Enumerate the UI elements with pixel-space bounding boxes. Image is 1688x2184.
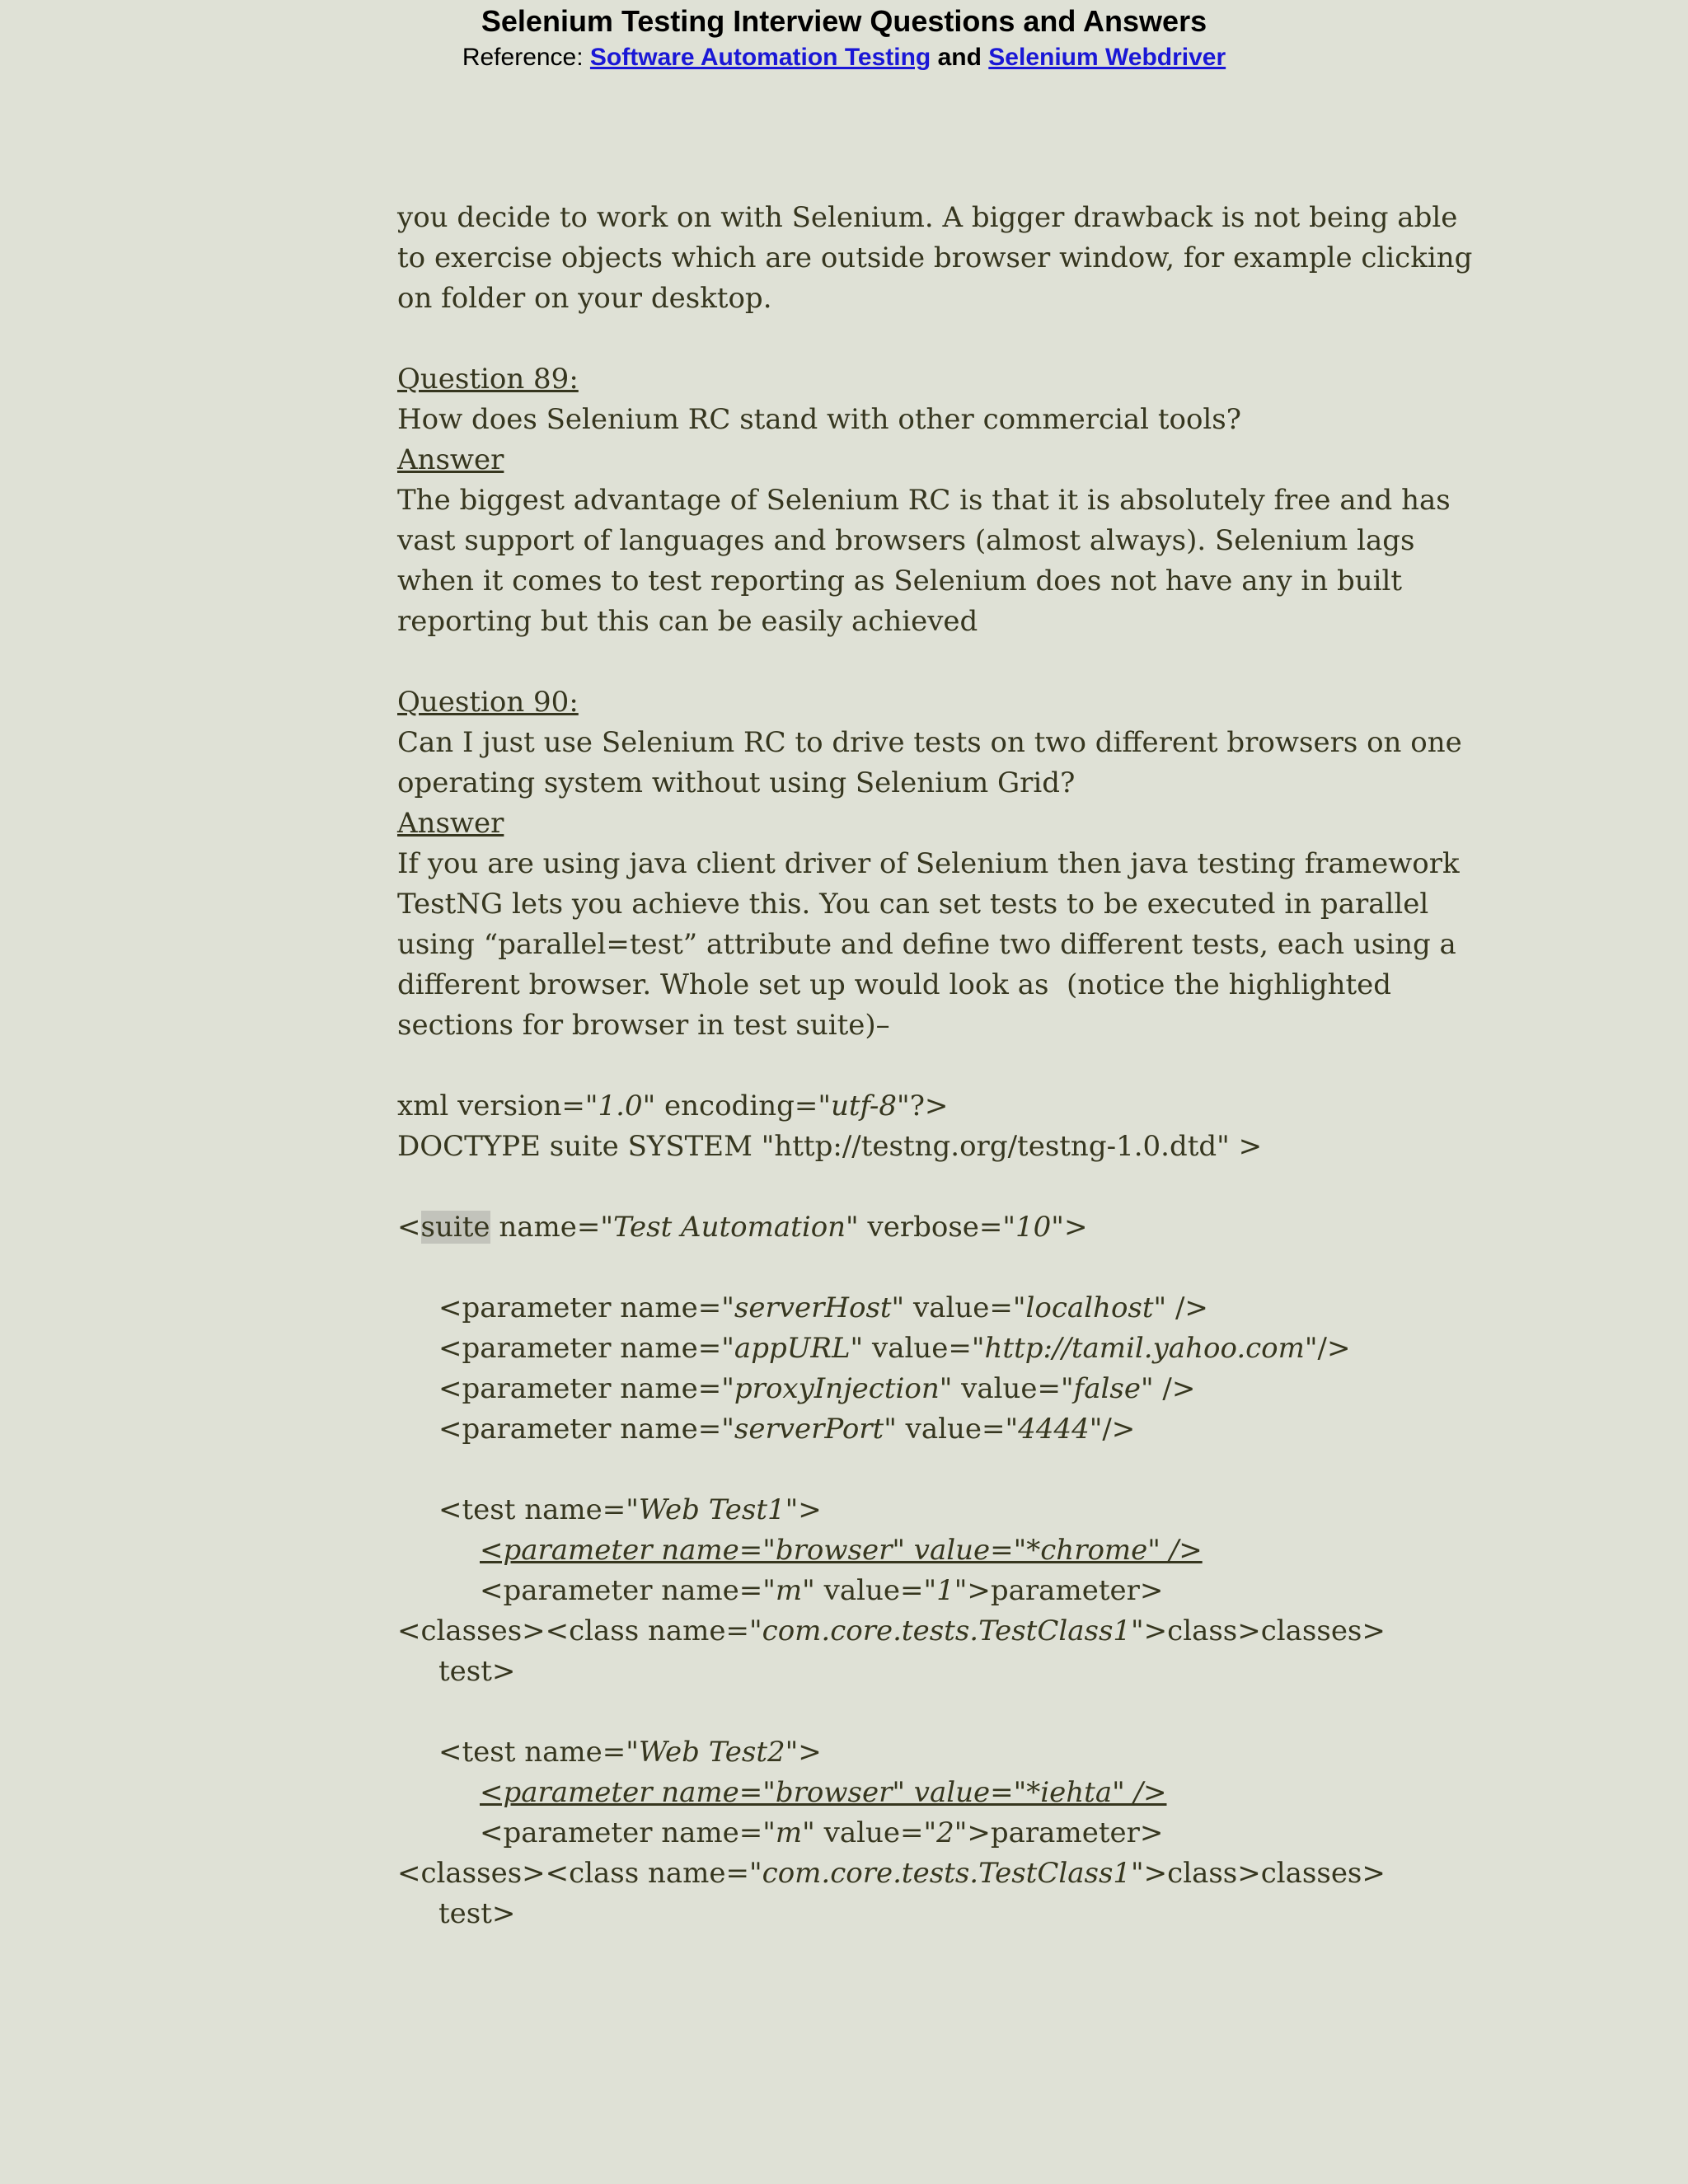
document-title: Selenium Testing Interview Questions and Answers [481, 4, 1207, 38]
answer-90-line: TestNG lets you achieve this. You can set tests to be executed in parallel [397, 888, 1429, 921]
code-doctype: DOCTYPE suite SYSTEM "http://testng.org/testng-1.0.dtd" > [397, 1130, 1263, 1163]
reference-line [0, 43, 1688, 73]
code-test-close: test> [438, 1655, 516, 1688]
code-test-open: <test name="Web Test2"> [438, 1736, 822, 1769]
intro-line: to exercise objects which are outside browser window, for example clicking [397, 241, 1473, 274]
answer-90-line: using “parallel=test” attribute and define two different tests, each using a [397, 928, 1456, 961]
answer-90-label: Answer [397, 807, 504, 840]
question-89-heading: Question 89: [397, 363, 579, 396]
code-test-open: <test name="Web Test1"> [438, 1493, 822, 1526]
answer-90-line: sections for browser in test suite)– [397, 1009, 890, 1042]
answer-89-line: vast support of languages and browsers (almost always). Selenium lags [397, 524, 1415, 557]
code-parameter: <parameter name="serverPort" value="4444"/> [438, 1413, 1136, 1446]
highlighted-suite-word: suite [420, 1211, 490, 1244]
and-text: and [937, 44, 982, 71]
code-classes: <classes><class name="com.core.tests.TestClass1">class>classes> [397, 1857, 1386, 1890]
code-parameter: <parameter name="serverHost" value="localhost" /> [438, 1291, 1208, 1324]
code-parameter: <parameter name="proxyInjection" value="false" /> [438, 1372, 1196, 1405]
code-parameter: <parameter name="appURL" value="http://tamil.yahoo.com"/> [438, 1332, 1351, 1365]
answer-89-line: reporting but this can be easily achieved [397, 605, 978, 638]
intro-line: on folder on your desktop. [397, 282, 772, 315]
software-automation-testing-link[interactable]: Software Automation Testing [589, 44, 931, 71]
question-90-heading: Question 90: [397, 686, 579, 719]
code-classes: <classes><class name="com.core.tests.TestClass1">class>classes> [397, 1615, 1386, 1647]
answer-90-line: If you are using java client driver of Selenium then java testing framework [397, 847, 1460, 880]
intro-line: you decide to work on with Selenium. A bigger drawback is not being able [397, 201, 1458, 234]
question-89-text: How does Selenium RC stand with other commercial tools? [397, 403, 1241, 436]
code-browser-parameter: <parameter name="browser" value="*iehta" /> [480, 1776, 1167, 1809]
code-suite-open: <suite name="Test Automation" verbose="10"> [397, 1211, 1088, 1244]
answer-90-line: different browser. Whole set up would look as (notice the highlighted [397, 968, 1392, 1001]
code-m-parameter: <parameter name="m" value="1">parameter> [480, 1574, 1164, 1607]
answer-89-line: when it comes to test reporting as Selenium does not have any in built [397, 565, 1403, 598]
code-browser-parameter: <parameter name="browser" value="*chrome" /> [480, 1534, 1203, 1567]
question-90-text: operating system without using Selenium Grid? [397, 766, 1076, 799]
answer-89-label: Answer [397, 443, 504, 476]
code-test-close: test> [438, 1897, 516, 1930]
question-90-text: Can I just use Selenium RC to drive tests on two different browsers on one [397, 726, 1462, 759]
answer-89-line: The biggest advantage of Selenium RC is that it is absolutely free and has [397, 484, 1451, 517]
document-body [397, 198, 1568, 1934]
code-m-parameter: <parameter name="m" value="2">parameter> [480, 1816, 1164, 1849]
selenium-webdriver-link[interactable]: Selenium Webdriver [988, 44, 1226, 71]
code-xml-declaration: xml version="1.0" encoding="utf-8"?> [397, 1090, 949, 1122]
reference-label: Reference: [462, 44, 590, 71]
